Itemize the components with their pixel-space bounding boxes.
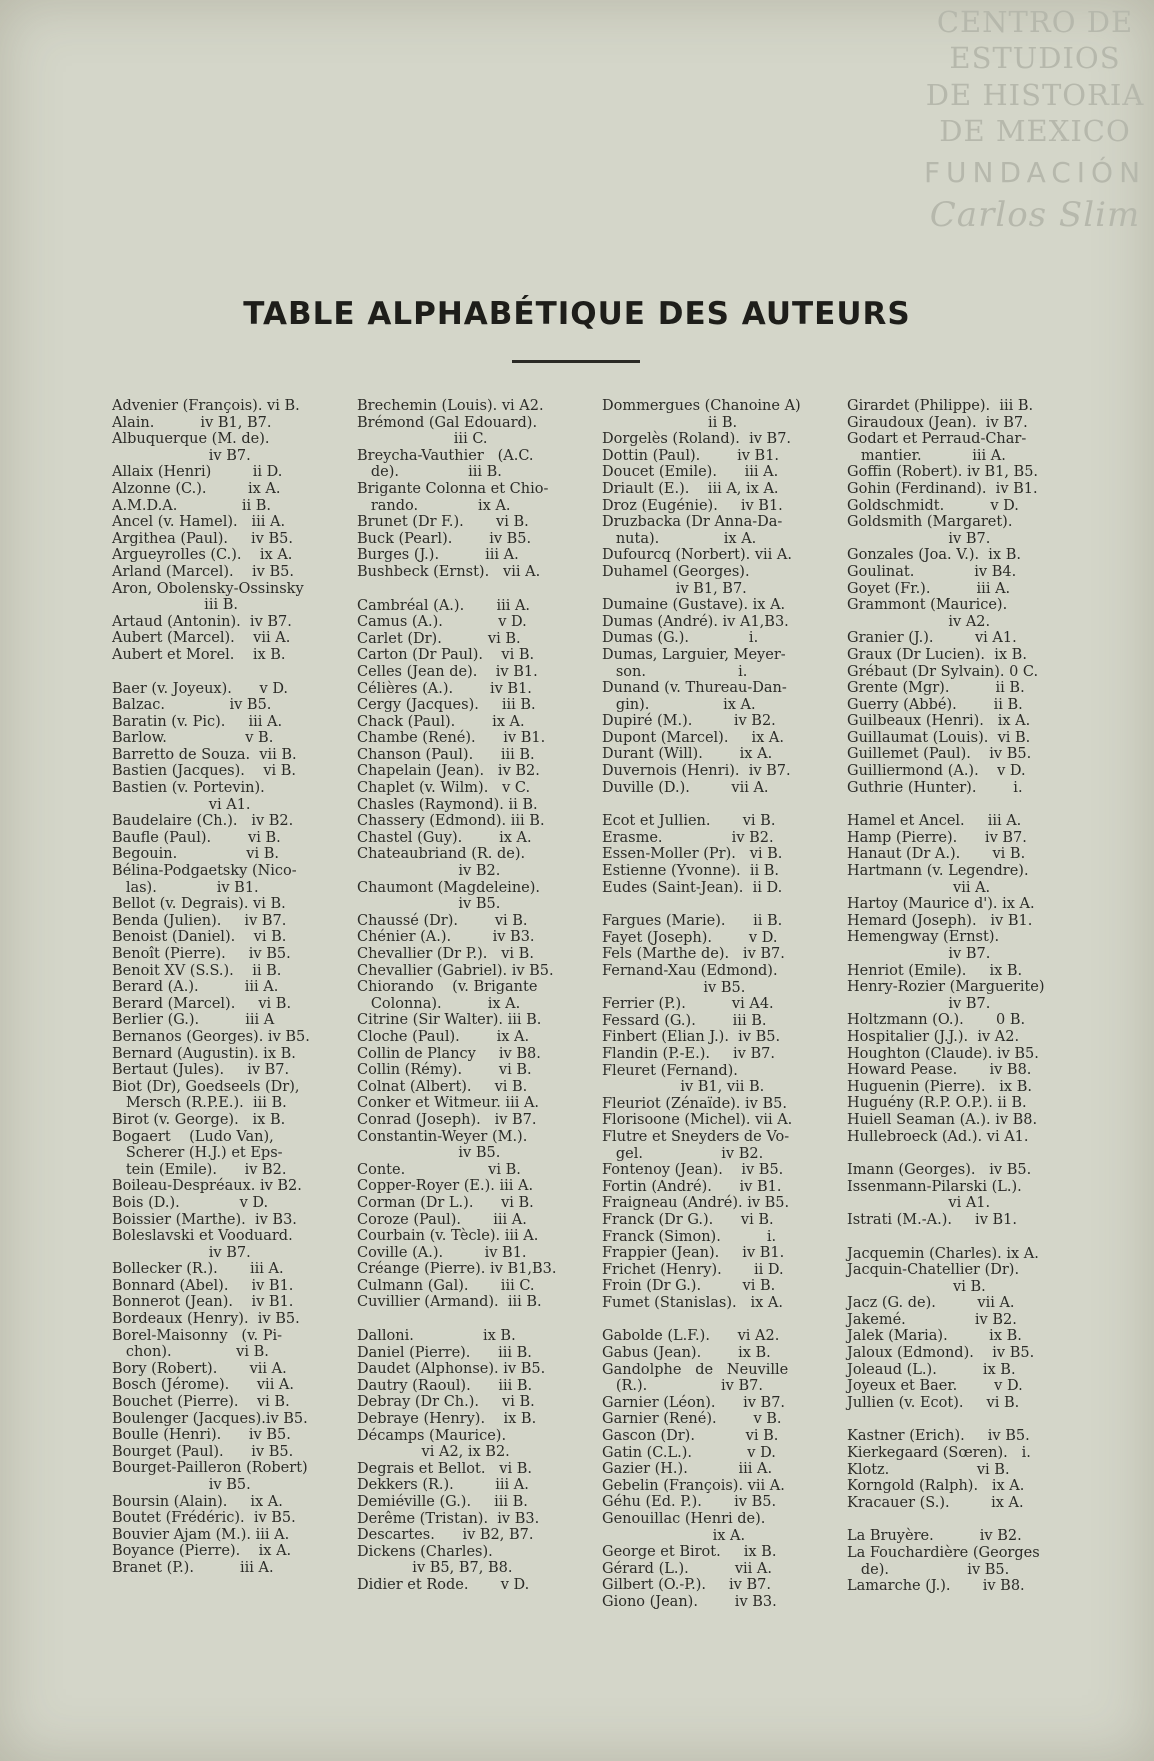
index-entry: Chassery (Edmond). iii B. [357, 813, 545, 830]
index-column-4 [847, 398, 1092, 1595]
index-entry: Kierkegaard (Sœren). i. [847, 1445, 1031, 1462]
index-entry: Gérard (L.). vii A. [602, 1560, 772, 1577]
index-entry: Grente (Mgr). ii B. [847, 680, 1025, 697]
index-entry: Dupont (Marcel). ix A. [602, 729, 784, 746]
index-entry: Jalek (Maria). ix B. [847, 1328, 1022, 1345]
index-entry: Jullien (v. Ecot). vi B. [847, 1394, 1020, 1411]
index-entry: Bourget-Pailleron (Robert) [112, 1460, 308, 1477]
index-entry: Hullebroeck (Ad.). vi A1. [847, 1128, 1029, 1145]
index-entry: Gebelin (François). vii A. [602, 1477, 785, 1494]
index-entry: Chapelain (Jean). iv B2. [357, 763, 540, 780]
index-entry: Bollecker (R.). iii A. [112, 1261, 284, 1278]
index-entry: George et Birot. ix B. [602, 1544, 777, 1561]
index-entry: Debray (Dr Ch.). vi B. [357, 1394, 535, 1411]
index-entry: Kastner (Erich). iv B5. [847, 1428, 1030, 1445]
index-entry: Demiéville (G.). iii B. [357, 1494, 528, 1510]
index-entry: Dottin (Paul). iv B1. [602, 447, 780, 464]
index-entry: Goyet (Fr.). iii A. [847, 580, 1011, 597]
index-column-2 [357, 398, 602, 1594]
index-entry: Dumaine (Gustave). ix A. [602, 597, 786, 614]
index-entry: Barretto de Souza. vii B. [112, 746, 297, 763]
index-entry: Dumas (G.). i. [602, 630, 759, 647]
index-entry: Kracauer (S.). ix A. [847, 1494, 1024, 1511]
index-entry: Flutre et Sneyders de Vo- [602, 1128, 790, 1145]
index-entry: Howard Pease. iv B8. [847, 1062, 1032, 1079]
index-entry: Cuvillier (Armand). iii B. [357, 1294, 542, 1311]
index-entry: Brémond (Gal Edouard). [357, 414, 538, 431]
index-entry: Chack (Paul). ix A. [357, 713, 525, 730]
index-entry: Celles (Jean de). iv B1. [357, 663, 538, 680]
index-entry: Fayet (Joseph). v D. [602, 929, 778, 946]
index-entry: Ancel (v. Hamel). iii A. [112, 514, 286, 531]
index-entry: Bonnerot (Jean). iv B1. [112, 1294, 294, 1311]
index-entry: Fessard (G.). iii B. [602, 1012, 767, 1029]
index-entry: Driault (E.). iii A, ix A. [602, 480, 779, 497]
index-entry: Didier et Rode. v D. [357, 1576, 530, 1593]
index-entry: Goldsmith (Margaret). [847, 514, 1013, 531]
index-entry: de). iv B5. [847, 1561, 1010, 1578]
index-entry: Guthrie (Hunter). i. [847, 779, 1023, 796]
index-entry: Camus (A.). v D. [357, 614, 527, 631]
index-entry: Jacquemin (Charles). ix A. [847, 1245, 1039, 1262]
title-rule [512, 360, 640, 363]
index-entry: Bertaut (Jules). iv B7. [112, 1062, 290, 1079]
index-entry: Cambréal (A.). iii A. [357, 597, 531, 614]
index-entry: Gazier (H.). iii A. [602, 1461, 773, 1478]
index-entry: Allaix (Henri) ii D. [112, 464, 283, 481]
index-entry: Florisoone (Michel). vii A. [602, 1112, 793, 1129]
index-entry: Branet (P.). iii A. [112, 1559, 274, 1576]
index-entry: Bastien (v. Portevin). [112, 780, 265, 797]
index-entry: Scherer (H.J.) et Eps- [112, 1145, 283, 1162]
index-entry: Joleaud (L.). ix B. [847, 1361, 1016, 1378]
index-entry: Brigante Colonna et Chio- [357, 480, 549, 497]
index-entry: Dumas (André). iv A1,B3. [602, 613, 789, 630]
index-entry: Issenmann-Pilarski (L.). [847, 1178, 1022, 1195]
index-entry: Gonzales (Joa. V.). ix B. [847, 547, 1021, 564]
index-entry: ii B. [602, 414, 738, 431]
index-entry: Géhu (Ed. P.). iv B5. [602, 1494, 777, 1511]
index-entry: Bellot (v. Degrais). vi B. [112, 896, 286, 913]
index-entry: Guilliermond (A.). v D. [847, 763, 1026, 780]
index-entry: Korngold (Ralph). ix A. [847, 1478, 1025, 1495]
index-entry: Druzbacka (Dr Anna-Da- [602, 514, 783, 531]
index-entry: Colonna). ix A. [357, 995, 521, 1012]
index-entry: gel. iv B2. [602, 1145, 764, 1162]
index-entry: Aubert et Morel. ix B. [112, 646, 286, 663]
index-entry: Klotz. vi B. [847, 1461, 1010, 1478]
index-entry: Duville (D.). vii A. [602, 779, 769, 796]
index-entry: Genouillac (Henri de). [602, 1511, 766, 1527]
index-entry: iv B7. [112, 1244, 251, 1261]
index-entry: Dautry (Raoul). iii B. [357, 1377, 533, 1394]
index-entry: Albuquerque (M. de). [112, 431, 270, 448]
index-entry: iv B1, vii B. [602, 1079, 765, 1096]
index-entry: Godart et Perraud-Char- [847, 431, 1027, 448]
index-entry: Holtzmann (O.). 0 B. [847, 1012, 1026, 1029]
index-entry: Citrine (Sir Walter). iii B. [357, 1012, 542, 1029]
index-entry: Benoît (Pierre). iv B5. [112, 946, 291, 962]
index-entry: Collin de Plancy iv B8. [357, 1045, 541, 1062]
index-entry: iv B7. [112, 447, 251, 464]
index-entry: Dickens (Charles). [357, 1543, 493, 1560]
index-entry: Chevallier (Gabriel). iv B5. [357, 962, 554, 979]
index-entry: Boursin (Alain). ix A. [112, 1493, 283, 1510]
index-entry: Gandolphe de Neuville [602, 1361, 789, 1378]
index-entry: Gabus (Jean). ix B. [602, 1345, 771, 1362]
index-entry: Degrais et Bellot. vi B. [357, 1460, 532, 1477]
index-entry: mantier. iii A. [847, 447, 1006, 464]
index-entry: Erasme. iv B2. [602, 829, 774, 846]
index-entry: iv A2. [847, 613, 991, 630]
index-entry: Carton (Dr Paul). vi B. [357, 647, 535, 664]
index-entry: Birot (v. George). ix B. [112, 1111, 286, 1128]
index-entry: Dekkers (R.). iii A. [357, 1477, 529, 1494]
index-entry: Jakemé. iv B2. [847, 1311, 1017, 1328]
index-entry: Fumet (Stanislas). ix A. [602, 1294, 783, 1311]
index-entry: Brechemin (Louis). vi A2. [357, 398, 544, 414]
index-entry: Cloche (Paul). ix A. [357, 1028, 530, 1045]
index-entry: Bélina-Podgaetsky (Nico- [112, 863, 297, 880]
index-entry: Boleslavski et Vooduard. [112, 1228, 293, 1245]
index-entry: Boissier (Marthe). iv B3. [112, 1211, 297, 1228]
index-entry: Essen-Moller (Pr). vi B. [602, 846, 783, 863]
index-entry: vi B. [847, 1278, 986, 1295]
index-entry: Gilbert (O.-P.). iv B7. [602, 1577, 771, 1594]
index-entry: Hamel et Ancel. iii A. [847, 813, 1022, 830]
index-entry: Argueyrolles (C.). ix A. [112, 547, 293, 564]
index-entry: Huguenin (Pierre). ix B. [847, 1078, 1032, 1095]
index-entry: Chaussé (Dr). vi B. [357, 912, 528, 929]
index-entry: Baufle (Paul). vi B. [112, 829, 281, 846]
index-entry: Baudelaire (Ch.). iv B2. [112, 813, 294, 830]
index-entry: Créange (Pierre). iv B1,B3. [357, 1261, 557, 1278]
index-entry: Advenier (François). vi B. [112, 398, 300, 414]
index-entry: iv B5. [112, 1477, 251, 1493]
index-entry: Flandin (P.-E.). iv B7. [602, 1045, 775, 1062]
index-entry: Houghton (Claude). iv B5. [847, 1045, 1039, 1062]
index-entry: Begouin. vi B. [112, 846, 280, 863]
archive-watermark [920, 4, 1150, 237]
index-entry: Berard (Marcel). vi B. [112, 995, 292, 1012]
index-entry: Boileau-Despréaux. iv B2. [112, 1178, 302, 1195]
index-entry: Fernand-Xau (Edmond). [602, 963, 778, 979]
watermark-line: DE HISTORIA [925, 77, 1145, 112]
index-entry: iii B. [112, 597, 238, 614]
index-entry: Duvernois (Henri). iv B7. [602, 763, 791, 780]
index-entry: vi A1. [112, 796, 251, 813]
index-entry: iv B5. [602, 979, 746, 996]
index-entry: Bois (D.). v D. [112, 1194, 269, 1211]
index-entry: de). iii B. [357, 464, 502, 481]
index-entry: Droz (Eugénie). iv B1. [602, 497, 783, 514]
index-entry: iv B1, B7. [602, 580, 747, 597]
index-entry: Guillaumat (Louis). vi B. [847, 729, 1031, 746]
index-entry: Guerry (Abbé). ii B. [847, 696, 1023, 713]
index-entry: Chaplet (v. Wilm). v C. [357, 780, 531, 797]
index-entry: Estienne (Yvonne). ii B. [602, 863, 779, 880]
index-entry: Breycha-Vauthier (A.C. [357, 447, 534, 464]
index-entry: Durant (Will). ix A. [602, 746, 773, 763]
index-entry: Goulinat. iv B4. [847, 563, 1017, 580]
index-entry: las). iv B1. [112, 879, 259, 896]
watermark-line: ESTUDIOS [949, 41, 1121, 76]
index-entry: Joyeux et Baer. v D. [847, 1378, 1023, 1395]
index-column-1 [112, 398, 357, 1577]
index-entry: Fels (Marthe de). iv B7. [602, 946, 785, 963]
index-entry: Doucet (Emile). iii A. [602, 464, 779, 481]
index-entry: Debraye (Henry). ix B. [357, 1411, 537, 1428]
index-entry: Décamps (Maurice). [357, 1427, 507, 1444]
index-entry: Descartes. iv B2, B7. [357, 1527, 534, 1544]
index-entry: Dommergues (Chanoine A) [602, 398, 801, 414]
index-entry: Boyance (Pierre). ix A. [112, 1543, 292, 1560]
index-entry: Imann (Georges). iv B5. [847, 1162, 1032, 1179]
index-entry: Borel-Maisonny (v. Pi- [112, 1327, 283, 1344]
index-entry: Guillemet (Paul). iv B5. [847, 746, 1032, 763]
index-entry: Benoist (Daniel). vi B. [112, 929, 287, 946]
index-entry: Hartmann (v. Legendre). [847, 863, 1029, 880]
index-entry: Fleuret (Fernand). [602, 1062, 738, 1079]
index-entry: La Bruyère. iv B2. [847, 1528, 1022, 1545]
index-entry: nuta). ix A. [602, 530, 757, 547]
index-entry: Dupiré (M.). iv B2. [602, 713, 776, 730]
index-entry: Daudet (Alphonse). iv B5. [357, 1361, 546, 1378]
index-entry: Gabolde (L.F.). vi A2. [602, 1328, 780, 1345]
index-entry: Gascon (Dr). vi B. [602, 1428, 779, 1445]
index-entry: Buck (Pearl). iv B5. [357, 530, 532, 547]
index-entry: iv B7. [847, 995, 991, 1012]
index-entry: Alzonne (C.). ix A. [112, 480, 281, 497]
index-entry: Daniel (Pierre). iii B. [357, 1344, 532, 1361]
index-entry: Berlier (G.). iii A [112, 1012, 275, 1029]
index-entry: Franck (Dr G.). vi B. [602, 1211, 774, 1228]
index-entry: Giono (Jean). iv B3. [602, 1593, 777, 1610]
index-entry: Mersch (R.P.E.). iii B. [112, 1095, 287, 1112]
index-entry: Carlet (Dr). vi B. [357, 630, 521, 647]
index-entry: Dorgelès (Roland). iv B7. [602, 431, 792, 448]
index-entry: Jacquin-Chatellier (Dr). [847, 1262, 1020, 1279]
index-entry: vii A. [847, 879, 991, 896]
index-column-3 [602, 398, 847, 1611]
index-entry: Corman (Dr L.). vi B. [357, 1194, 534, 1211]
index-entry: Eudes (Saint-Jean). ii D. [602, 879, 783, 896]
index-entry: Alain. iv B1, B7. [112, 414, 272, 431]
index-entry: iv B5, B7, B8. [357, 1560, 513, 1577]
index-entry: Chevallier (Dr P.). vi B. [357, 946, 534, 962]
index-entry: chon). vi B. [112, 1344, 269, 1361]
index-entry: Fargues (Marie). ii B. [602, 913, 783, 930]
index-entry: Jacz (G. de). vii A. [847, 1295, 1015, 1312]
index-entry: Cergy (Jacques). iii B. [357, 697, 536, 714]
index-entry: Henriot (Emile). ix B. [847, 962, 1023, 979]
index-entry: Finbert (Elian J.). iv B5. [602, 1029, 781, 1046]
index-entry: Chambe (René). iv B1. [357, 730, 546, 747]
index-entry: Istrati (M.-A.). iv B1. [847, 1211, 1017, 1228]
index-entry: Bastien (Jacques). vi B. [112, 763, 297, 780]
index-entry: Baer (v. Joyeux). v D. [112, 680, 289, 697]
index-entry: Dunand (v. Thureau-Dan- [602, 680, 787, 697]
index-entry: Arland (Marcel). iv B5. [112, 563, 294, 580]
index-entry: Chateaubriand (R. de). [357, 846, 526, 863]
index-entry: Colnat (Albert). vi B. [357, 1078, 528, 1095]
index-entry: Garnier (Léon). iv B7. [602, 1394, 786, 1411]
watermark-line: DE MEXICO [939, 113, 1131, 148]
index-entry: Chastel (Guy). ix A. [357, 829, 532, 846]
index-entry: tein (Emile). iv B2. [112, 1161, 287, 1178]
index-entry: Célières (A.). iv B1. [357, 680, 532, 697]
index-entry: Hartoy (Maurice d'). ix A. [847, 896, 1035, 913]
index-entry: iii C. [357, 431, 488, 448]
index-entry: Fontenoy (Jean). iv B5. [602, 1162, 784, 1179]
index-entry: Berard (A.). iii A. [112, 979, 279, 996]
index-entry: Copper-Royer (E.). iii A. [357, 1178, 534, 1195]
index-entry: Bourget (Paul). iv B5. [112, 1443, 294, 1460]
index-entry: Brunet (Dr F.). vi B. [357, 514, 529, 531]
index-entry: Burges (J.). iii A. [357, 547, 519, 564]
index-entry: iv B7. [847, 530, 991, 547]
index-entry: Argithea (Paul). iv B5. [112, 530, 293, 547]
index-entry: La Fouchardière (Georges [847, 1545, 1040, 1561]
index-entry: Balzac. iv B5. [112, 697, 272, 714]
index-entry: Bernard (Augustin). ix B. [112, 1045, 296, 1062]
index-entry: iv B5. [357, 1145, 501, 1162]
index-entry: Guilbeaux (Henri). ix A. [847, 713, 1031, 730]
index-entry: Biot (Dr), Goedseels (Dr), [112, 1078, 300, 1095]
index-entry: Bordeaux (Henry). iv B5. [112, 1311, 300, 1328]
index-entry: Duhamel (Georges). [602, 563, 750, 580]
watermark-foundation: FUNDACIÓN [923, 156, 1147, 189]
index-entry: iv B2. [357, 863, 501, 880]
watermark-line: CENTRO DE [936, 5, 1134, 39]
index-entry: Froin (Dr G.). vi B. [602, 1278, 776, 1295]
index-entry: Barlow. v B. [112, 730, 274, 747]
index-entry: Gatin (C.L.). v D. [602, 1444, 776, 1461]
index-entry: Dufourcq (Norbert). vii A. [602, 547, 793, 564]
index-entry: Coroze (Paul). iii A. [357, 1211, 527, 1228]
index-entry: Boulle (Henri). iv B5. [112, 1427, 291, 1444]
index-entry: vi A2, ix B2. [357, 1444, 510, 1461]
index-entry: Bouvier Ajam (M.). iii A. [112, 1526, 290, 1543]
index-entry: Aubert (Marcel). vii A. [112, 630, 291, 647]
index-entry: Chasles (Raymond). ii B. [357, 796, 538, 813]
index-entry: Lamarche (J.). iv B8. [847, 1578, 1025, 1595]
index-entry: Benda (Julien). iv B7. [112, 912, 287, 929]
index-entry: rando. ix A. [357, 497, 511, 514]
index-entry: Granier (J.). vi A1. [847, 630, 1017, 647]
index-entry: Coville (A.). iv B1. [357, 1244, 527, 1261]
index-entry: Hemard (Joseph). iv B1. [847, 912, 1033, 929]
index-entry: vi A1. [847, 1195, 991, 1212]
index-entry: Bernanos (Georges). iv B5. [112, 1028, 310, 1045]
index-entry: Chiorando (v. Brigante [357, 979, 538, 996]
index-entry: Garnier (René). v B. [602, 1411, 782, 1428]
index-entry: Fleuriot (Zénaïde). iv B5. [602, 1095, 787, 1112]
index-entry: Fraigneau (André). iv B5. [602, 1195, 790, 1212]
index-entry: Hospitalier (J.J.). iv A2. [847, 1028, 1020, 1045]
index-entry: Aron, Obolensky-Ossinsky [112, 580, 304, 597]
index-entry: Huguény (R.P. O.P.). ii B. [847, 1095, 1027, 1112]
index-entry: Boulenger (Jacques).iv B5. [112, 1410, 308, 1427]
index-entry: Culmann (Gal). iii C. [357, 1277, 535, 1294]
index-entry: Frappier (Jean). iv B1. [602, 1245, 785, 1262]
index-entry: Girardet (Philippe). iii B. [847, 398, 1034, 414]
index-entry: Collin (Rémy). vi B. [357, 1062, 532, 1079]
index-entry: Ecot et Jullien. vi B. [602, 813, 776, 830]
index-entry: Fortin (André). iv B1. [602, 1178, 782, 1195]
index-entry: Grébaut (Dr Sylvain). 0 C. [847, 663, 1039, 680]
index-entry: Graux (Dr Lucien). ix B. [847, 646, 1027, 663]
index-entry: Conker et Witmeur. iii A. [357, 1095, 540, 1112]
index-entry: Jaloux (Edmond). iv B5. [847, 1345, 1035, 1362]
index-entry: Bogaert (Ludo Van), [112, 1128, 274, 1145]
index-entry: Hamp (Pierre). iv B7. [847, 829, 1027, 846]
index-entry: Benoit XV (S.S.). ii B. [112, 962, 282, 979]
index-entry: Bonnard (Abel). iv B1. [112, 1277, 294, 1294]
index-entry: Frichet (Henry). ii D. [602, 1261, 784, 1278]
index-entry: iv B5. [357, 896, 501, 913]
index-entry: Henry-Rozier (Marguerite) [847, 979, 1045, 996]
index-entry: Huiell Seaman (A.). iv B8. [847, 1111, 1038, 1128]
index-entry: (R.). iv B7. [602, 1378, 763, 1395]
index-entry: Ferrier (P.). vi A4. [602, 996, 774, 1013]
index-entry: Bouchet (Pierre). vi B. [112, 1394, 290, 1411]
index-entry: Baratin (v. Pic). iii A. [112, 713, 283, 730]
index-entry: Goldschmidt. v D. [847, 497, 1019, 514]
index-entry: Courbain (v. Tècle). iii A. [357, 1228, 539, 1245]
index-entry: Derême (Tristan). iv B3. [357, 1510, 540, 1527]
index-entry: A.M.D.A. ii B. [112, 497, 272, 514]
page-title: TABLE ALPHABÉTIQUE DES AUTEURS [243, 296, 911, 332]
index-entry: son. i. [602, 663, 748, 680]
index-entry: Conte. vi B. [357, 1161, 521, 1178]
index-entry: Chénier (A.). iv B3. [357, 929, 535, 946]
index-entry: Conrad (Joseph). iv B7. [357, 1111, 537, 1128]
index-entry: Bosch (Jérome). vii A. [112, 1377, 295, 1394]
index-entry: iv B7. [847, 946, 991, 962]
index-entry: ix A. [602, 1527, 746, 1544]
index-entry: Constantin-Weyer (M.). [357, 1128, 528, 1145]
index-entry: Bushbeck (Ernst). vii A. [357, 563, 541, 580]
index-entry: Boutet (Frédéric). iv B5. [112, 1510, 296, 1527]
index-entry: Bory (Robert). vii A. [112, 1360, 287, 1377]
watermark-signature: Carlos Slim [929, 195, 1141, 235]
index-entry: Grammont (Maurice). [847, 597, 1008, 614]
index-entry: Dalloni. ix B. [357, 1328, 516, 1345]
index-entry: Hemengway (Ernst). [847, 929, 1000, 946]
index-entry: Dumas, Larguier, Meyer- [602, 646, 786, 663]
index-entry: gin). ix A. [602, 696, 756, 713]
index-entry: Chanson (Paul). iii B. [357, 746, 535, 763]
index-entry: Goffin (Robert). iv B1, B5. [847, 464, 1039, 481]
index-entry: Giraudoux (Jean). iv B7. [847, 414, 1028, 431]
index-entry: Franck (Simon). i. [602, 1228, 777, 1245]
index-entry: Hanaut (Dr A.). vi B. [847, 846, 1026, 863]
index-entry: Gohin (Ferdinand). iv B1. [847, 480, 1038, 497]
index-entry: Chaumont (Magdeleine). [357, 879, 541, 896]
index-entry: Artaud (Antonin). iv B7. [112, 613, 292, 630]
